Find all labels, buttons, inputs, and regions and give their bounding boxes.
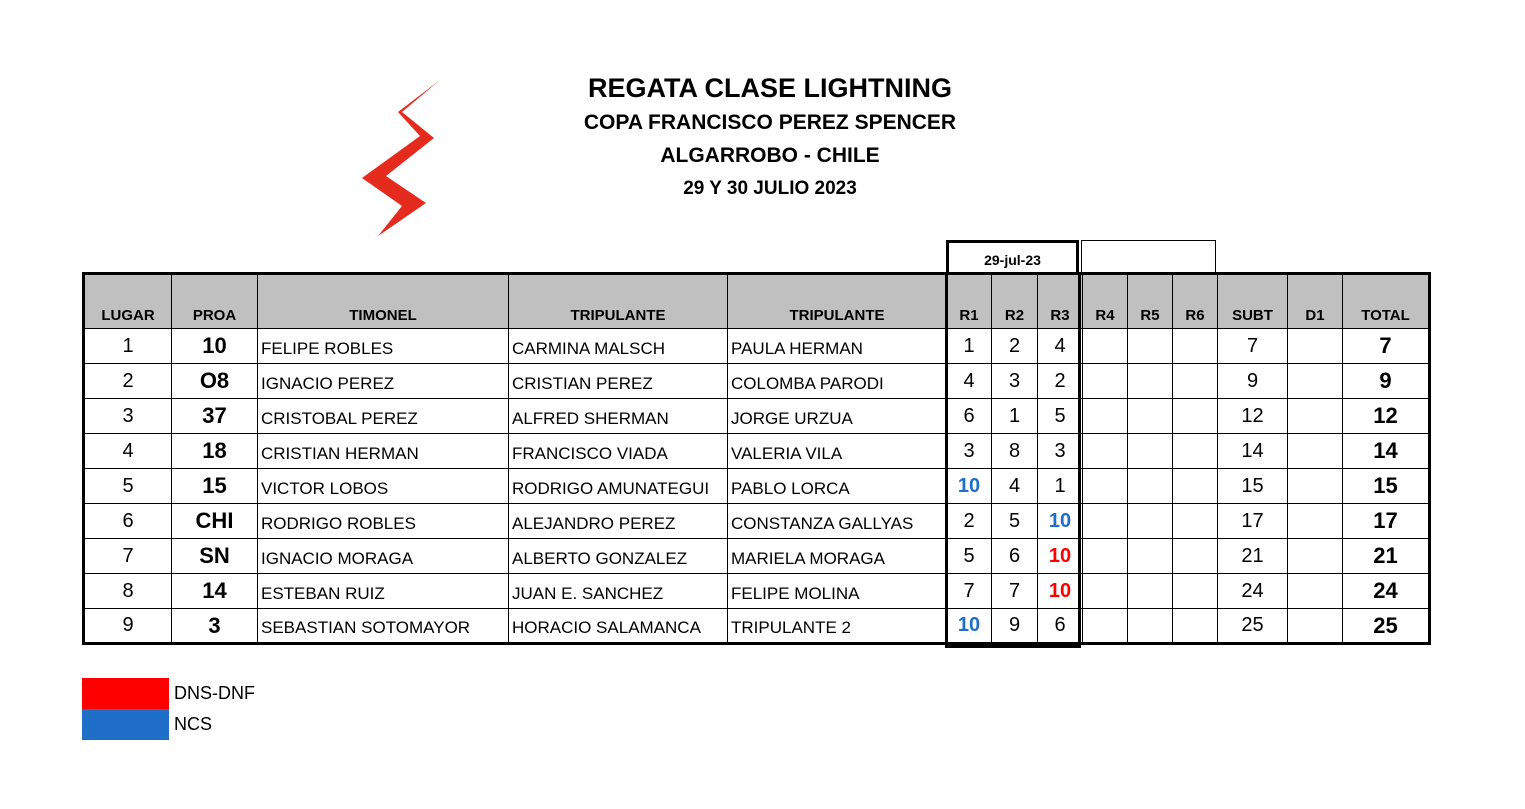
cell-r3-dns-dnf: 10 <box>1038 574 1083 609</box>
cell-r3-ncs: 10 <box>1038 504 1083 539</box>
cell-r3: 4 <box>1038 329 1083 364</box>
cell-tripulante-1: JUAN E. SANCHEZ <box>509 574 728 609</box>
cell-proa: SN <box>172 539 258 574</box>
cell-r2: 9 <box>992 609 1038 644</box>
cell-d1 <box>1288 399 1343 434</box>
location: ALGARROBO - CHILE <box>660 144 880 167</box>
cell-total: 9 <box>1343 364 1430 399</box>
cell-total: 14 <box>1343 434 1430 469</box>
cell-r5 <box>1128 469 1173 504</box>
cup-name: COPA FRANCISCO PEREZ SPENCER <box>583 111 957 134</box>
cell-tripulante-2: TRIPULANTE 2 <box>728 609 947 644</box>
cell-subt: 14 <box>1218 434 1288 469</box>
cell-r1-ncs: 10 <box>947 609 992 644</box>
cell-timonel: VICTOR LOBOS <box>258 469 509 504</box>
cell-tripulante-2: PAULA HERMAN <box>728 329 947 364</box>
cell-timonel: IGNACIO MORAGA <box>258 539 509 574</box>
cell-r4 <box>1083 574 1128 609</box>
cell-r4 <box>1083 469 1128 504</box>
cell-r5 <box>1128 574 1173 609</box>
cell-r3: 5 <box>1038 399 1083 434</box>
cell-subt: 7 <box>1218 329 1288 364</box>
cell-tripulante-2: CONSTANZA GALLYAS <box>728 504 947 539</box>
col-tripulante-1: TRIPULANTE <box>509 274 728 329</box>
cell-r2: 2 <box>992 329 1038 364</box>
cell-d1 <box>1288 539 1343 574</box>
cell-total: 21 <box>1343 539 1430 574</box>
cell-r6 <box>1173 434 1218 469</box>
cell-lugar: 4 <box>84 434 172 469</box>
cell-r2: 5 <box>992 504 1038 539</box>
col-r6: R6 <box>1173 274 1218 329</box>
cell-r6 <box>1173 574 1218 609</box>
cell-timonel: CRISTIAN HERMAN <box>258 434 509 469</box>
table-row <box>84 504 1430 539</box>
cell-tripulante-1: ALFRED SHERMAN <box>509 399 728 434</box>
table-row <box>84 399 1430 434</box>
cell-lugar: 1 <box>84 329 172 364</box>
event-dates: 29 Y 30 JULIO 2023 <box>683 178 857 199</box>
cell-tripulante-1: ALBERTO GONZALEZ <box>509 539 728 574</box>
title-block <box>520 70 1020 205</box>
cell-tripulante-2: MARIELA MORAGA <box>728 539 947 574</box>
legend-label-dns-dnf: DNS-DNF <box>174 683 255 703</box>
cell-proa: O8 <box>172 364 258 399</box>
cell-r3-dns-dnf: 10 <box>1038 539 1083 574</box>
results-table <box>82 272 1431 645</box>
cell-proa: 18 <box>172 434 258 469</box>
header-row <box>84 274 1430 329</box>
cell-tripulante-2: FELIPE MOLINA <box>728 574 947 609</box>
empty-date-header <box>1081 240 1216 272</box>
cell-subt: 25 <box>1218 609 1288 644</box>
cell-subt: 15 <box>1218 469 1288 504</box>
cell-r5 <box>1128 329 1173 364</box>
legend-swatch-red <box>82 678 169 709</box>
cell-tripulante-1: RODRIGO AMUNATEGUI <box>509 469 728 504</box>
cell-timonel: SEBASTIAN SOTOMAYOR <box>258 609 509 644</box>
cell-total: 15 <box>1343 469 1430 504</box>
cell-lugar: 8 <box>84 574 172 609</box>
cell-r3: 2 <box>1038 364 1083 399</box>
cell-r1: 1 <box>947 329 992 364</box>
col-proa: PROA <box>172 274 258 329</box>
cell-tripulante-1: FRANCISCO VIADA <box>509 434 728 469</box>
cell-lugar: 2 <box>84 364 172 399</box>
cell-r1: 2 <box>947 504 992 539</box>
cell-tripulante-2: JORGE URZUA <box>728 399 947 434</box>
cell-r5 <box>1128 504 1173 539</box>
cell-r4 <box>1083 539 1128 574</box>
cell-r2: 1 <box>992 399 1038 434</box>
cell-tripulante-2: COLOMBA PARODI <box>728 364 947 399</box>
legend-swatch-blue <box>82 709 169 740</box>
cell-r1: 3 <box>947 434 992 469</box>
cell-total: 25 <box>1343 609 1430 644</box>
col-subt: SUBT <box>1218 274 1288 329</box>
cell-r4 <box>1083 364 1128 399</box>
cell-lugar: 6 <box>84 504 172 539</box>
table-row <box>84 329 1430 364</box>
cell-tripulante-1: ALEJANDRO PEREZ <box>509 504 728 539</box>
cell-r2: 4 <box>992 469 1038 504</box>
col-r4: R4 <box>1083 274 1128 329</box>
cell-lugar: 9 <box>84 609 172 644</box>
cell-total: 24 <box>1343 574 1430 609</box>
cell-d1 <box>1288 329 1343 364</box>
cell-proa: 37 <box>172 399 258 434</box>
cell-r5 <box>1128 399 1173 434</box>
cell-d1 <box>1288 434 1343 469</box>
cell-tripulante-2: PABLO LORCA <box>728 469 947 504</box>
col-r2: R2 <box>992 274 1038 329</box>
table-row <box>84 364 1430 399</box>
cell-timonel: IGNACIO PEREZ <box>258 364 509 399</box>
legend-item-ncs <box>82 709 255 740</box>
lightning-bolt-icon <box>360 78 445 238</box>
cell-r3: 1 <box>1038 469 1083 504</box>
cell-r6 <box>1173 364 1218 399</box>
cell-r2: 8 <box>992 434 1038 469</box>
cell-r5 <box>1128 364 1173 399</box>
cell-r2: 7 <box>992 574 1038 609</box>
cell-total: 7 <box>1343 329 1430 364</box>
cell-d1 <box>1288 364 1343 399</box>
cell-tripulante-1: CRISTIAN PEREZ <box>509 364 728 399</box>
cell-r5 <box>1128 539 1173 574</box>
cell-d1 <box>1288 574 1343 609</box>
cell-subt: 17 <box>1218 504 1288 539</box>
col-total: TOTAL <box>1343 274 1430 329</box>
cell-r2: 6 <box>992 539 1038 574</box>
cell-lugar: 5 <box>84 469 172 504</box>
cell-lugar: 7 <box>84 539 172 574</box>
cell-r4 <box>1083 504 1128 539</box>
cell-r6 <box>1173 399 1218 434</box>
cell-tripulante-2: VALERIA VILA <box>728 434 947 469</box>
cell-tripulante-1: CARMINA MALSCH <box>509 329 728 364</box>
cell-d1 <box>1288 469 1343 504</box>
col-tripulante-2: TRIPULANTE <box>728 274 947 329</box>
cell-r3: 6 <box>1038 609 1083 644</box>
cell-tripulante-1: HORACIO SALAMANCA <box>509 609 728 644</box>
cell-r4 <box>1083 609 1128 644</box>
page-title: REGATA CLASE LIGHTNING <box>588 73 952 103</box>
cell-proa: 10 <box>172 329 258 364</box>
cell-r4 <box>1083 329 1128 364</box>
cell-subt: 24 <box>1218 574 1288 609</box>
legend-label-ncs: NCS <box>174 714 213 734</box>
cell-r5 <box>1128 434 1173 469</box>
cell-r6 <box>1173 504 1218 539</box>
col-r1: R1 <box>947 274 992 329</box>
cell-r6 <box>1173 329 1218 364</box>
table-row <box>84 434 1430 469</box>
cell-lugar: 3 <box>84 399 172 434</box>
cell-timonel: RODRIGO ROBLES <box>258 504 509 539</box>
cell-r1-ncs: 10 <box>947 469 992 504</box>
cell-timonel: CRISTOBAL PEREZ <box>258 399 509 434</box>
table-row <box>84 539 1430 574</box>
cell-r5 <box>1128 609 1173 644</box>
cell-total: 17 <box>1343 504 1430 539</box>
legend-item-dns-dnf <box>82 678 255 709</box>
cell-r4 <box>1083 399 1128 434</box>
col-r3: R3 <box>1038 274 1083 329</box>
cell-proa: 3 <box>172 609 258 644</box>
cell-r1: 5 <box>947 539 992 574</box>
table-row <box>84 574 1430 609</box>
race-date-header: 29-jul-23 <box>946 240 1079 272</box>
cell-r4 <box>1083 434 1128 469</box>
cell-subt: 21 <box>1218 539 1288 574</box>
cell-r3: 3 <box>1038 434 1083 469</box>
cell-subt: 9 <box>1218 364 1288 399</box>
legend <box>82 678 255 740</box>
cell-r1: 7 <box>947 574 992 609</box>
cell-d1 <box>1288 609 1343 644</box>
col-d1: D1 <box>1288 274 1343 329</box>
cell-timonel: ESTEBAN RUIZ <box>258 574 509 609</box>
col-r5: R5 <box>1128 274 1173 329</box>
cell-proa: 14 <box>172 574 258 609</box>
cell-proa: CHI <box>172 504 258 539</box>
cell-d1 <box>1288 504 1343 539</box>
cell-proa: 15 <box>172 469 258 504</box>
cell-r6 <box>1173 469 1218 504</box>
cell-r6 <box>1173 539 1218 574</box>
cell-r6 <box>1173 609 1218 644</box>
cell-timonel: FELIPE ROBLES <box>258 329 509 364</box>
cell-r1: 6 <box>947 399 992 434</box>
cell-r1: 4 <box>947 364 992 399</box>
col-lugar: LUGAR <box>84 274 172 329</box>
cell-total: 12 <box>1343 399 1430 434</box>
cell-r2: 3 <box>992 364 1038 399</box>
col-timonel: TIMONEL <box>258 274 509 329</box>
table-row <box>84 469 1430 504</box>
table-row <box>84 609 1430 644</box>
cell-subt: 12 <box>1218 399 1288 434</box>
